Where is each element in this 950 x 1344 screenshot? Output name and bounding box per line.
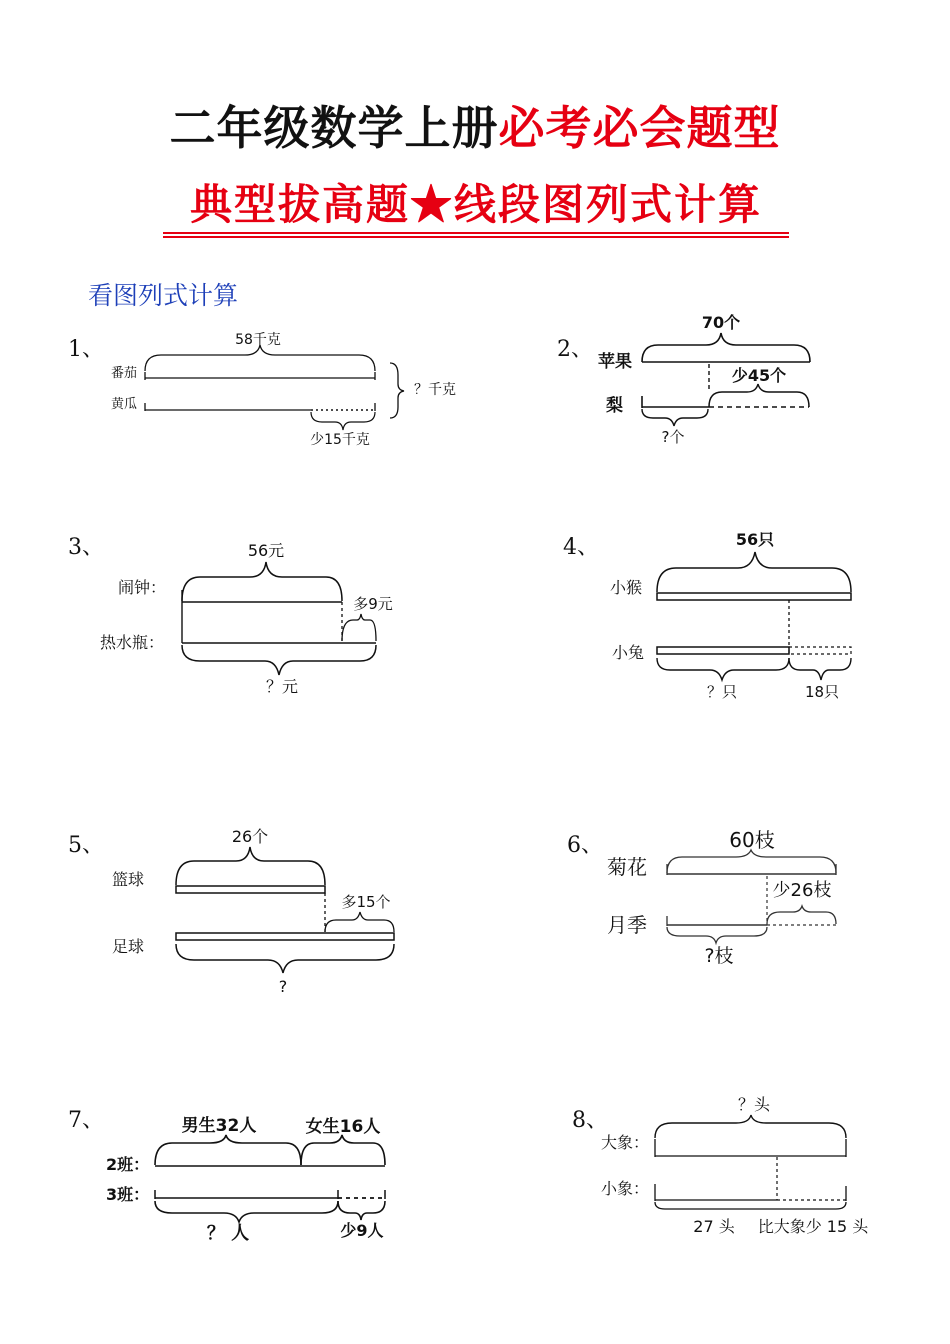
problem-6-number: 6、 [567, 833, 603, 858]
problem-2-row2: 梨 [606, 396, 623, 416]
problem-5-total: 26个 [231, 827, 269, 846]
problem-4-total: 56只 [735, 530, 775, 549]
problem-1-diff: 少15千克 [310, 432, 370, 448]
title-red: 必考必会题型 [498, 101, 781, 155]
problem-6-row2: 月季 [607, 913, 647, 937]
problem-7-number: 7、 [68, 1108, 104, 1133]
problem-5-number: 5、 [68, 833, 104, 858]
problem-7-total2: 女生16人 [305, 1117, 381, 1137]
problem-3-total: 56元 [247, 541, 285, 560]
problem-4-bar2 [657, 647, 789, 654]
problem-3-row1: 闹钟： [118, 578, 167, 597]
problem-2-number: 2、 [557, 337, 593, 362]
problem-3-diff: 多9元 [353, 595, 393, 613]
problem-8-total: ？头 [737, 1095, 771, 1114]
problem-2-row1: 苹果 [598, 352, 632, 372]
page-title [0, 92, 950, 158]
problem-6-diff: 少26枝 [772, 880, 832, 901]
problem-7-row1: 2班： [106, 1155, 150, 1174]
problem-4-number: 4、 [563, 535, 599, 560]
problem-8-diagram [595, 1092, 885, 1242]
problem-1-question: ？千克 [414, 382, 456, 398]
problem-8-number: 8、 [572, 1108, 608, 1133]
problem-7-total: 男生32人 [181, 1116, 257, 1136]
problem-2-question: ?个 [661, 428, 685, 446]
title-black: 二年级数学上册 [169, 101, 499, 155]
problem-5-bar1 [176, 886, 325, 893]
problem-2-diagram [590, 305, 830, 455]
problem-4-row2: 小兔 [612, 643, 645, 662]
problem-1-diagram [100, 325, 480, 455]
problem-3-question: ？元 [265, 677, 299, 696]
problem-8-row2: 小象： [601, 1179, 650, 1198]
problem-2-total: 70个 [701, 313, 741, 332]
problem-6-question: ?枝 [704, 945, 734, 967]
problem-7-row2: 3班： [106, 1185, 150, 1204]
problem-3-diagram [95, 535, 405, 700]
problem-6-row1: 菊花 [607, 855, 647, 879]
problem-5-bar2 [176, 933, 394, 940]
problem-5-diagram [105, 822, 405, 997]
problem-4-question: ？只 [706, 683, 738, 701]
problem-8-question: 27 头 [693, 1217, 735, 1236]
problem-3-number: 3、 [68, 535, 104, 560]
problem-5-diff: 多15个 [341, 893, 391, 911]
problem-1-row2: 黄瓜 [111, 397, 138, 412]
problem-1-top-brace [145, 345, 375, 371]
problem-6-diagram [600, 822, 850, 972]
problem-4-row1: 小猴 [610, 578, 643, 597]
problem-7-diagram [100, 1105, 400, 1255]
problem-2-diff: 少45个 [731, 366, 787, 385]
problem-7-question: ？ 人 [206, 1223, 250, 1244]
problem-4-diagram [600, 525, 860, 705]
problem-5-question: ? [278, 977, 288, 996]
page-subtitle: 典型拔高题★线段图列式计算 [163, 178, 789, 234]
problem-5-row1: 篮球 [112, 870, 145, 889]
problem-3-row2: 热水瓶： [100, 633, 165, 652]
problem-1-row1: 番茄 [111, 366, 138, 381]
problem-6-total: 60枝 [729, 828, 775, 852]
problem-1-total: 58千克 [235, 332, 281, 348]
problem-8-diff: 比大象少 15 头 [757, 1217, 869, 1236]
problem-8-row1: 大象： [601, 1133, 650, 1152]
problem-4-diff: 18只 [804, 683, 840, 701]
problem-5-row2: 足球 [112, 937, 145, 956]
problem-4-bar1 [657, 593, 851, 600]
problem-1-number: 1、 [68, 337, 104, 362]
section-heading: 看图列式计算 [88, 281, 239, 310]
problem-7-diff: 少9人 [340, 1221, 384, 1240]
